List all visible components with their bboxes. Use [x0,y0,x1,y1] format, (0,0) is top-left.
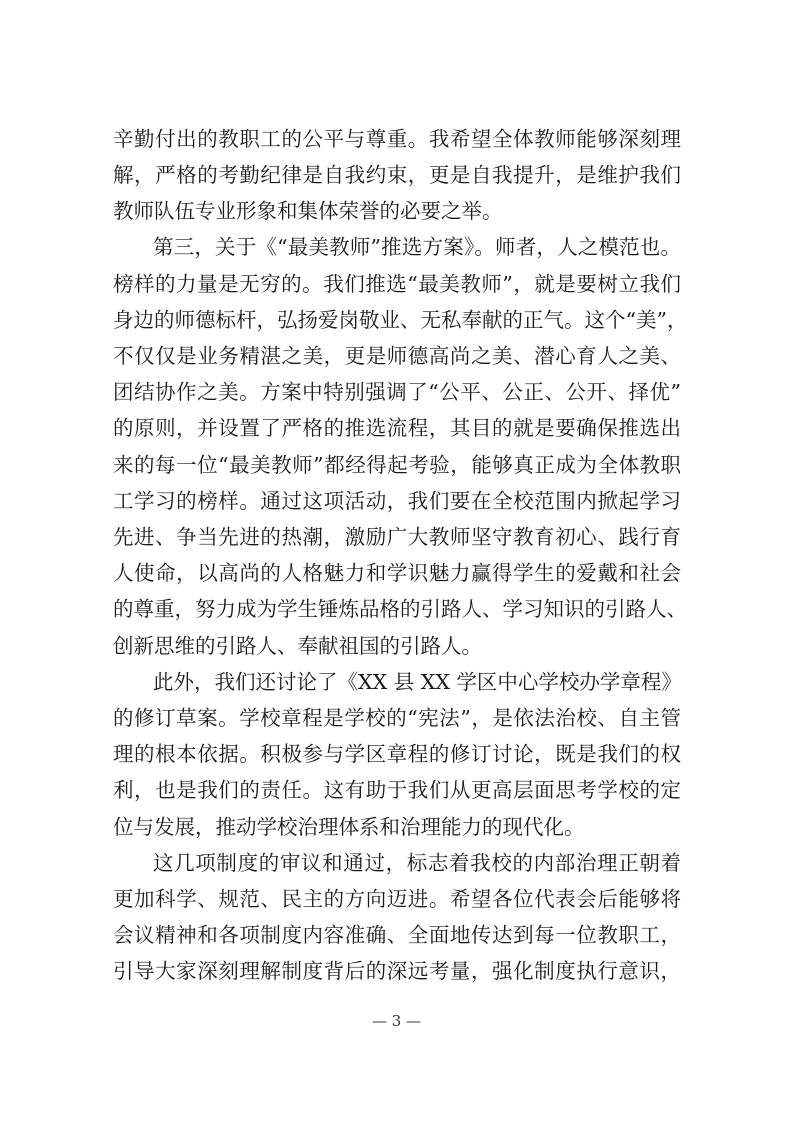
text-line: 位与发展，推动学校治理体系和治理能力的现代化。 [113,815,585,839]
text-line: 教师队伍专业形象和集体荣誉的必要之举。 [113,199,503,223]
text-line: 解，严格的考勤纪律是自我约束，更是自我提升，是维护我们 [113,163,681,187]
text-line: 不仅仅是业务精湛之美，更是师德高尚之美、潜心育人之美、 [113,344,681,368]
text-line: 来的每一位“最美教师”都经得起考验，能够真正成为全体教职 [113,453,681,477]
text-line: 人使命，以高尚的人格魅力和学识魅力赢得学生的爱戴和社会 [113,561,681,585]
text-line: 创新思维的引路人、奉献祖国的引路人。 [113,634,482,658]
text-line: 先进、争当先进的热潮，激励广大教师坚守教育初心、践行育 [113,525,681,549]
text-line: 团结协作之美。方案中特别强调了“公平、公正、公开、择优” [113,380,681,404]
text-line: 会议精神和各项制度内容准确、全面地传达到每一位教职工， [113,923,681,947]
text-line: 更加科学、规范、民主的方向迈进。希望各位代表会后能够将 [113,887,681,911]
paragraph-first-line: 这几项制度的审议和通过，标志着我校的内部治理正朝着 [153,851,681,875]
paragraph-first-line: 第三，关于《“最美教师”推选方案》。师者，人之模范也。 [153,235,681,259]
text-line: 理的根本依据。积极参与学区章程的修订讨论，既是我们的权 [113,742,681,766]
text-line: 的尊重，努力成为学生锤炼品格的引路人、学习知识的引路人、 [113,597,687,621]
text-line: 引导大家深刻理解制度背后的深远考量，强化制度执行意识， [113,959,681,983]
text-line: 的原则，并设置了严格的推选流程，其目的就是要确保推选出 [113,416,681,440]
text-line: 身边的师德标杆，弘扬爱岗敬业、无私奉献的正气。这个“美”， [113,308,688,332]
page-number: — 3 — [371,1012,422,1030]
text-line: 工学习的榜样。通过这项活动，我们要在全校范围内掀起学习 [113,489,681,513]
paragraph-first-line: 此外，我们还讨论了《XX 县 XX 学区中心学校办学章程》 [153,670,682,694]
text-line: 榜样的力量是无穷的。我们推选“最美教师”，就是要树立我们 [113,272,681,296]
text-line: 利，也是我们的责任。这有助于我们从更高层面思考学校的定 [113,778,681,802]
text-line: 辛勤付出的教职工的公平与尊重。我希望全体教师能够深刻理 [113,127,681,151]
text-line: 的修订草案。学校章程是学校的“宪法”，是依法治校、自主管 [113,706,681,730]
